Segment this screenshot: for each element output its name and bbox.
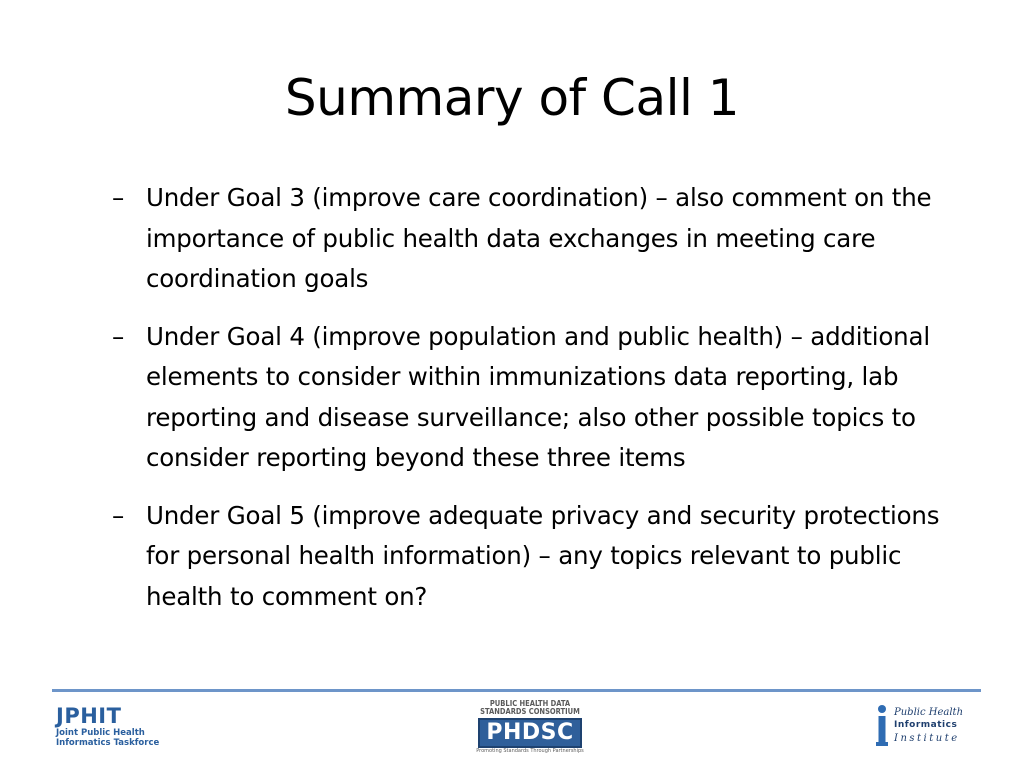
dash-marker: – bbox=[112, 500, 125, 530]
bullet-item-goal-5 bbox=[112, 496, 972, 618]
bullet-item-goal-3 bbox=[112, 178, 972, 300]
jphit-logo-name: JPHIT bbox=[56, 704, 122, 728]
phii-logo bbox=[872, 704, 982, 750]
footer-divider bbox=[52, 689, 981, 692]
jphit-logo bbox=[56, 704, 196, 748]
phdsc-logo-top1: PUBLIC HEALTH DATA bbox=[489, 699, 571, 708]
phdsc-logo-name: PHDSC bbox=[478, 718, 581, 748]
bullet-text: Under Goal 5 (improve adequate privacy and security protections for personal health information) – any topics relevant to public health to comment on? bbox=[146, 500, 940, 611]
bullet-list bbox=[112, 178, 972, 634]
slide-title: Summary of Call 1 bbox=[284, 69, 740, 127]
phdsc-logo-top2: STANDARDS CONSORTIUM bbox=[480, 707, 580, 716]
jphit-logo-line1: Joint Public Health bbox=[56, 728, 145, 738]
phdsc-logo-tagline: Promoting Standards Through Partnerships bbox=[476, 748, 584, 754]
phii-logo-line2: Informatics bbox=[894, 720, 958, 730]
bullet-text: Under Goal 3 (improve care coordination) – also comment on the importance of public health data exchanges in meeting care coordination goals bbox=[146, 183, 932, 293]
bullet-text: Under Goal 4 (improve population and public health) – additional elements to consider within immunizations data reporting, lab reporting and disease surveillance; also other possible topics to consider reporting beyond these three items bbox=[146, 321, 930, 472]
bullet-item-goal-4 bbox=[112, 317, 972, 479]
info-i-icon bbox=[874, 704, 890, 748]
phii-logo-line3: Institute bbox=[894, 733, 960, 744]
phii-logo-line1: Public Health bbox=[894, 707, 964, 718]
dash-marker: – bbox=[112, 321, 125, 351]
phdsc-logo bbox=[474, 700, 586, 755]
dash-marker: – bbox=[112, 183, 125, 212]
jphit-logo-line2: Informatics Taskforce bbox=[56, 738, 160, 748]
